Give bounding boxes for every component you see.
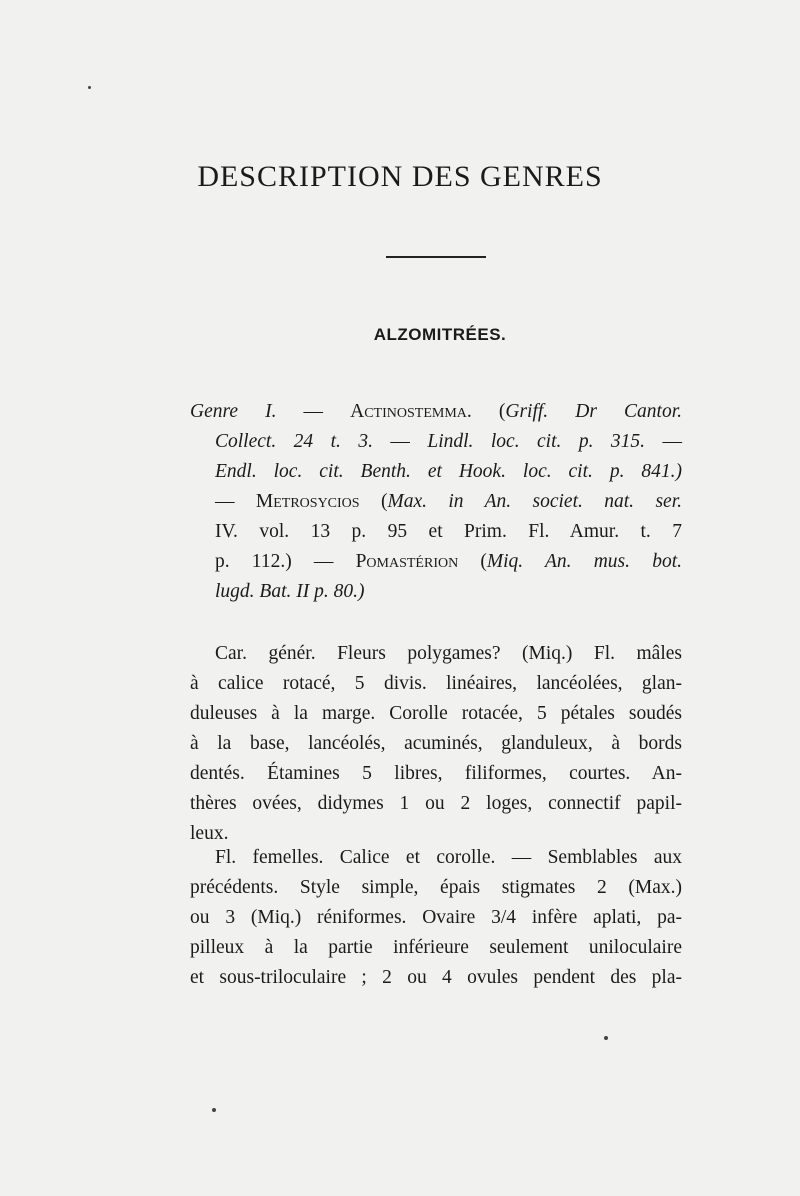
text-line: pilleux à la partie inférieure seulement uniloculaire	[190, 937, 682, 958]
text-line: ou 3 (Miq.) réniformes. Ovaire 3/4 infère aplati, pa-	[190, 907, 682, 928]
genus-citation: lugd. Bat. II p. 80.)	[215, 581, 365, 602]
synonym-name: Pomastérion	[355, 551, 459, 572]
print-speck	[88, 86, 91, 89]
synonym-name: Metrosycios	[255, 491, 360, 512]
text-line: Fl. femelles. Calice et corolle. — Semblables aux	[215, 847, 682, 868]
paren: (	[359, 491, 388, 512]
text-line: leux.	[190, 823, 229, 844]
text-line: dentés. Étamines 5 libres, filiformes, courtes. An-	[190, 763, 682, 784]
genus-label: Genre I.	[190, 401, 277, 422]
genus-line-5	[190, 517, 682, 547]
print-speck	[212, 1108, 216, 1112]
dash: —	[372, 431, 428, 452]
dash: —	[291, 551, 356, 572]
dash: —	[645, 431, 682, 452]
genus-citation: Griff. Dr Cantor.	[505, 401, 682, 422]
genus-line-7	[190, 577, 682, 607]
genus-citation: Miq. An. mus. bot.	[486, 551, 682, 572]
paren: (	[458, 551, 487, 572]
title-divider	[386, 256, 486, 258]
dash: —	[276, 401, 351, 422]
section-heading: ALZOMITRÉES.	[373, 325, 507, 344]
text-line: à la base, lancéolés, acuminés, glanduleux, à bords	[190, 733, 682, 754]
genus-citation: Endl. loc. cit. Benth. et Hook. loc. cit. p. 841.)	[215, 461, 682, 482]
genus-citation: Lindl. loc. cit. p. 315.	[427, 431, 646, 452]
genus-name: Actinostemma.	[350, 401, 472, 422]
genus-citation: p. 112.)	[215, 551, 292, 572]
text-line: et sous-triloculaire ; 2 ou 4 ovules pendent des pla-	[190, 967, 682, 988]
dash: —	[215, 491, 256, 512]
genus-citation: IV. vol. 13 p. 95 et Prim. Fl. Amur. t. 7	[215, 521, 682, 542]
male-characters-paragraph	[190, 639, 682, 849]
genus-line-4	[190, 487, 682, 517]
text-line: à calice rotacé, 5 divis. linéaires, lancéolées, glan-	[190, 673, 682, 694]
genus-line-1	[190, 397, 682, 427]
genus-line-3	[190, 457, 682, 487]
genus-line-2	[190, 427, 682, 457]
female-characters-paragraph	[190, 843, 682, 993]
text-line: Car. génér. Fleurs polygames? (Miq.) Fl. mâles	[215, 643, 682, 664]
genus-citation: Collect. 24 t. 3.	[215, 431, 373, 452]
genus-citation: Max. in An. societ. nat. ser.	[387, 491, 682, 512]
genus-paragraph	[190, 397, 682, 607]
text-line: thères ovées, didymes 1 ou 2 loges, connectif papil-	[190, 793, 682, 814]
text-line: précédents. Style simple, épais stigmates 2 (Max.)	[190, 877, 682, 898]
page-title: DESCRIPTION DES GENRES	[197, 160, 603, 193]
paren: (	[471, 401, 506, 422]
print-speck	[604, 1036, 608, 1040]
genus-line-6	[190, 547, 682, 577]
text-line: duleuses à la marge. Corolle rotacée, 5 pétales soudés	[190, 703, 682, 724]
